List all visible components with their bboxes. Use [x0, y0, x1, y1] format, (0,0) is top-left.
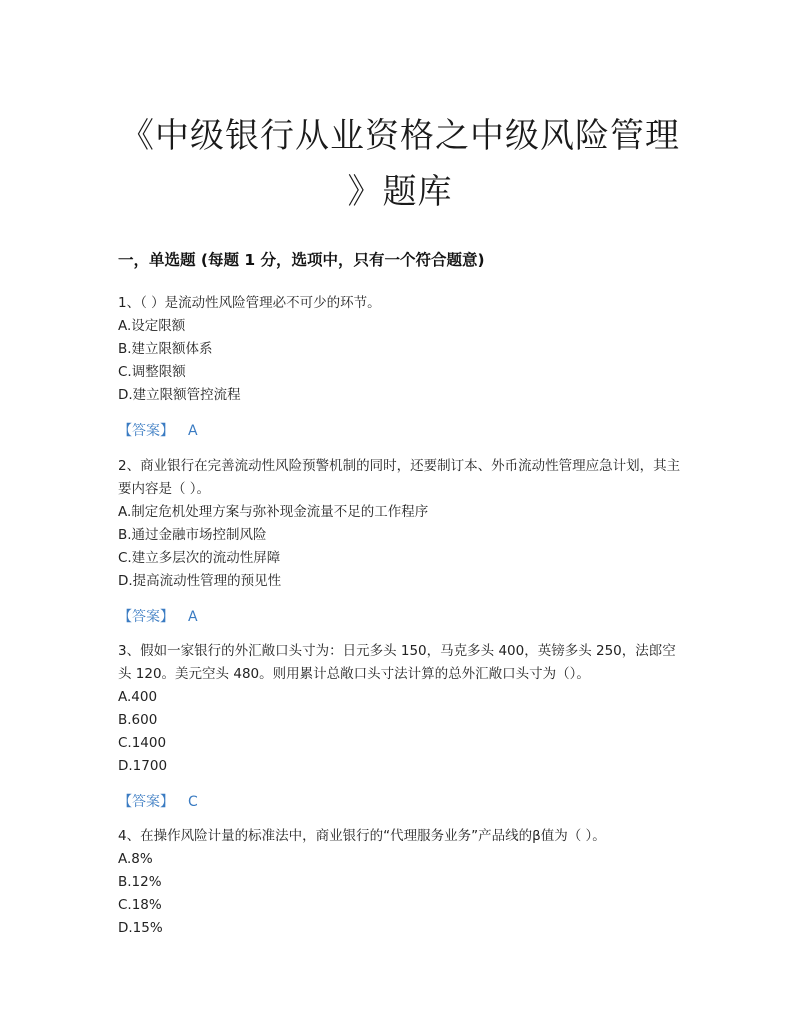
option-b: B.12% — [118, 874, 162, 890]
option-c: C.1400 — [118, 735, 167, 751]
answer-line — [118, 606, 688, 628]
question-4 — [118, 825, 688, 940]
answer-label: 【答案】 — [118, 609, 174, 625]
option-a: A.8% — [118, 851, 153, 867]
section-heading: 一，单选题 (每题 1 分，选项中，只有一个符合题意) — [118, 251, 485, 269]
answer-value: A — [188, 423, 198, 439]
option-b: B.600 — [118, 712, 158, 728]
option-b: B.通过金融市场控制风险 — [118, 527, 267, 543]
option-c: C.建立多层次的流动性屏障 — [118, 550, 281, 566]
answer-label: 【答案】 — [118, 423, 174, 439]
option-a: A.400 — [118, 689, 158, 705]
option-c: C.调整限额 — [118, 364, 186, 380]
answer-value: A — [188, 609, 198, 625]
question-stem: 2、商业银行在完善流动性风险预警机制的同时，还要制订本、外币流动性管理应急计划，其主要内容是（ ）。 — [118, 458, 681, 497]
answer-line — [118, 791, 688, 813]
answer-value: C — [188, 794, 198, 810]
question-2 — [118, 455, 688, 628]
question-3 — [118, 640, 688, 813]
option-d: D.提高流动性管理的预见性 — [118, 573, 282, 589]
question-1 — [118, 292, 688, 442]
option-d: D.1700 — [118, 758, 168, 774]
document-title — [100, 108, 700, 220]
document-title-line-2: 》题库 — [347, 172, 453, 212]
option-b: B.建立限额体系 — [118, 341, 213, 357]
option-a: A.设定限额 — [118, 318, 186, 334]
option-a: A.制定危机处理方案与弥补现金流量不足的工作程序 — [118, 504, 429, 520]
answer-label: 【答案】 — [118, 794, 174, 810]
document-title-line-1: 《中级银行从业资格之中级风险管理 — [120, 116, 680, 156]
answer-line — [118, 420, 688, 442]
question-stem: 3、假如一家银行的外汇敞口头寸为：日元多头 150，马克多头 400，英镑多头 250，法郎空头 120。美元空头 480。则用累计总敞口头寸法计算的总外汇敞口头寸为（）。 — [118, 643, 676, 682]
option-c: C.18% — [118, 897, 162, 913]
option-d: D.15% — [118, 920, 163, 936]
option-d: D.建立限额管控流程 — [118, 387, 241, 403]
question-stem: 1、（ ）是流动性风险管理必不可少的环节。 — [118, 295, 381, 311]
question-stem: 4、在操作风险计量的标准法中，商业银行的“代理服务业务”产品线的β值为（ ）。 — [118, 828, 606, 844]
